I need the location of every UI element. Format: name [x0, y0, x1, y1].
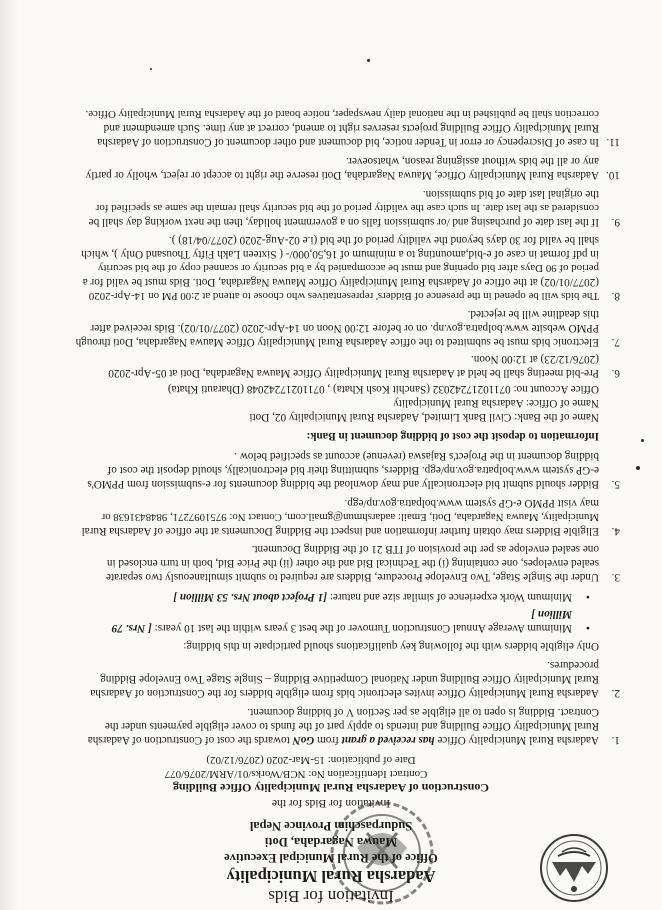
- item-1-line-3: Contract. Bidding is open to all eligible as per Section V of bidding document.: [247, 706, 599, 718]
- item-8-line-3: period of 90 Days after bid opening and must be accompanied by a bid security or scanned copy of the bid security: [97, 262, 599, 274]
- project-title: Construction of Aadarsha Rural Municipality Office Building: [172, 781, 490, 795]
- bullet-dot: •: [585, 621, 590, 635]
- item-number: 2.: [611, 687, 620, 699]
- item-6-line-2: (2076/12/23) at 12:00 Noon.: [470, 353, 599, 365]
- qualification-turnover-line-1: Minimum Average Annual Construction Turnover of the best 3 years within the last 10 years: [ Nrs. 79: [111, 622, 572, 634]
- scan-speck: [150, 68, 152, 70]
- item-3-line-2: sealed envelopes, one containing (i) the Technical Bid and the other (ii) the Price Bid, both in turn enclosed in: [106, 557, 599, 569]
- bullet-dot: •: [585, 590, 590, 604]
- publication-date: Date of publication: 15-Mar-2020 (2076/12/02): [206, 754, 416, 766]
- item-3-line-3: one sealed envelope as per the provision of ITB 21 of the Bidding Document.: [251, 543, 599, 555]
- item-11-line-2: Rural Municipality Office Building projects reserves right to amend, correct at any time. Such amendment and: [103, 122, 599, 134]
- item-8-line-2: (2077/01/02) at the office of Aadarsha Rural Municipality Office Mauwa Nagardaha, Doti. Bids must be valid for a: [82, 276, 599, 288]
- bank-account-numbers: Office Account no: 07110217242032 (Sanchit Kosh Khata) , 07110217242048 (Dharauti Khata): [167, 383, 599, 395]
- item-8-line-4: in pdf format in case of e-bid,amounting to a minimum of 16,50,000/- ( Sixteen Lakh Fifty Thousand Only ), which: [81, 248, 599, 260]
- item-number: 5.: [611, 478, 620, 490]
- contract-identification: Contract Identification No: NCB/Works/01/ARM/2076/077: [164, 768, 428, 780]
- scan-speck: [636, 466, 640, 470]
- qualification-turnover-line-2: Million ]: [531, 608, 572, 620]
- item-number: 11.: [606, 136, 620, 148]
- bank-office-name: Name of Office: Aadarsha Rural Municipality: [393, 397, 599, 409]
- item-number: 4.: [611, 525, 620, 537]
- item-9-line-2: considered as the last date. In such case the validity period of the bid security shall remain the same as specified for: [95, 202, 599, 214]
- item-5-line-1: Bidder should submit bid electronically and may download the bidding documents for e-submission from PPMO's: [87, 478, 599, 490]
- item-4-line-2: Municipality, Mauwa Nagardaha, Doti, Email: aadarshmun@gmail.com, Contact No: 9751097271, 9848431638 or: [101, 511, 599, 523]
- item-11-line-1: In case of Discrepency or error in Tender notice, bid document and other document of Construction of Aadarsha: [97, 136, 599, 148]
- item-7-line-2: PPMO website www.bolpatra.gov.np. on or before 12:00 Noon on 14-Apr-2020 (2077/01/02). Bids received after: [90, 322, 599, 334]
- item-3-line-1: Under the Single Stage, Two Envelope Procedure, Bidders are required to submit simultaneously two separate: [105, 571, 599, 583]
- item-10-line-2: any or all the bids without assigning reason, whatsoever.: [346, 155, 599, 167]
- item-1-line-2: Rural Municipality Office Building and intends to apply part of the funds to cover eligible payments under the: [104, 720, 599, 732]
- province-name: Sudurpaschim Province Nepal: [249, 819, 413, 833]
- item-2-line-2: Rural Municipality Office Building under National Competitive Bidding – Single Stage Two Envelope Bidding: [100, 673, 599, 685]
- qualification-intro: Only eligible bidders with the following key qualifications should participate in this bidding:: [183, 640, 599, 652]
- item-7-line-3: this deadline will be rejected.: [467, 308, 599, 320]
- item-9-line-3: the original last date of bid submission.: [422, 188, 599, 200]
- item-number: 6.: [611, 367, 620, 379]
- item-number: 7.: [611, 336, 620, 348]
- qualification-experience: Minimum Work experience of similar size and nature: [1 Project about Nrs. 53 Million ]: [173, 591, 572, 603]
- item-5-line-2: e-GP system www.bolpatra.gov.np/egp. Bidders, submitting their bid electronically, should deposit the cost of: [107, 464, 599, 476]
- item-9-line-1: If the last date of purchasing and /or submission falls on a government holiday, then the next working day shall be: [88, 216, 599, 228]
- invitation-line: Invitation for Bids for the: [271, 797, 391, 809]
- item-1-line-1: Aadarsha Rural Municipality Office has received a grant from GoN towards the cost of Construction of Aadarsha: [87, 734, 599, 746]
- item-10-line-1: Aadarsha Rural Municipality Office, Mauwa Nagardaha, Doti reserve the right to accept or reject, wholly or partly: [85, 169, 599, 181]
- item-4-line-1: Eligible Bidders may obtain further information and inspect the Bidding Documents at the office of Aadarsha Rural: [81, 525, 599, 537]
- item-8-line-5: shall be valid for 30 days beyond the validity period of the bid (i.e 02-Aug-2020 (2077/04/18) ).: [168, 234, 599, 246]
- item-number: 3.: [611, 571, 620, 583]
- item-5-line-3: bidding document in the Project's Rajaswa (revenue) account as specified below .: [234, 450, 599, 462]
- item-8-line-1: The bids will be opened in the presence of Bidders' representatives who choose to attend at 2:00 PM on 14-Apr-2020: [88, 290, 599, 302]
- item-number: 10.: [606, 169, 620, 181]
- item-7-line-1: Electronic bids must be submitted to the office Aadarsha Rural Municipality Office Mauwa Nagardaha, Doti through: [75, 336, 599, 348]
- item-4-line-3: may visit PPMO e-GP system www.bolpatra.gov.np/egp.: [344, 497, 599, 509]
- item-2-line-3: procedures.: [547, 659, 599, 671]
- bank-info-heading: Information to deposit the cost of bidding document in Bank:: [306, 430, 599, 442]
- scan-speck: [641, 439, 644, 442]
- notice-top-title: Invitation for Bids: [268, 887, 394, 906]
- scan-speck: [367, 59, 370, 62]
- bank-name: Name of the Bank: Civil Bank Limited, Aadarsha Rural Municipality 02, Doti: [249, 411, 599, 423]
- item-2-line-1: Aadarsha Rural Municipality Office invites electronic bids from eligible bidders for the Construction of Aadarsha: [90, 687, 599, 699]
- item-number: 8.: [611, 290, 620, 302]
- office-address: Mauwa Nagardaha, Doti: [264, 835, 398, 849]
- municipality-name: Aadarsha Rural Municipality: [226, 867, 436, 886]
- item-11-line-3: correction shall be published in the national daily newspaper, notice board of the Aadarsha Rural Municipality Office.: [85, 108, 599, 120]
- item-6-line-1: Pre-bid meeting shall be held at Aadarsha Rural Municipality Office Mauwa Nagardaha, Doti at 05-Apr-2020: [108, 367, 599, 379]
- item-number: 9.: [611, 216, 620, 228]
- item-number: 1.: [611, 734, 620, 746]
- office-name: Office of the Rural Municipal Executive: [224, 851, 438, 865]
